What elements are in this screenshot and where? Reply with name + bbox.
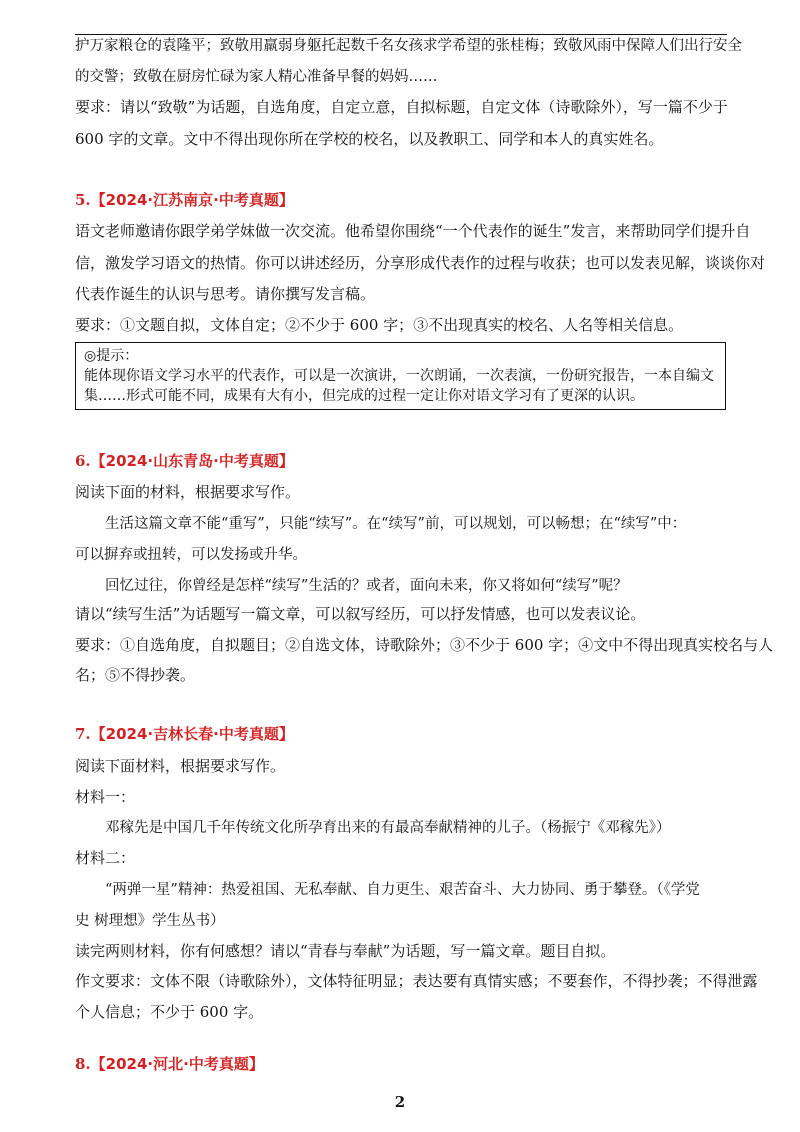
hint-title: ◎提示：: [84, 348, 139, 364]
question-number: 7.: [75, 725, 91, 743]
question-number: 5.: [75, 191, 91, 209]
requirement-text: 作文要求：文体不限（诗歌除外），文体特征明显；表达要有真情实感；不要套作，不得抄袭；不得泄露: [75, 972, 758, 990]
requirement-text: 要求：①文题自拟，文体自定；②不少于 600 字；③不出现真实的校名、人名等相关信息。: [75, 316, 684, 334]
requirement-text: 名；⑤不得抄袭。: [75, 666, 196, 684]
question-7-heading: [75, 724, 294, 744]
material-label: 材料二：: [75, 849, 136, 867]
question-6-heading: [75, 451, 294, 471]
body-text-line: 的交警；致敬在厨房忙碌为家人精心准备早餐的妈妈……: [75, 69, 438, 85]
requirement-text: 个人信息；不少于 600 字。: [75, 1003, 264, 1021]
question-8-heading: [75, 1054, 264, 1074]
requirement-text: 要求：请以“致敬”为话题，自选角度，自定立意，自拟标题，自定文体（诗歌除外），写一篇不少于: [75, 98, 728, 116]
question-source: 【2024·河北·中考真题】: [90, 1055, 264, 1073]
question-source: 【2024·吉林长春·中考真题】: [90, 725, 294, 743]
body-text-line: 代表作诞生的认识与思考。请你撰写发言稿。: [75, 285, 376, 303]
question-source: 【2024·江苏南京·中考真题】: [90, 191, 294, 209]
material-label: 材料一：: [75, 788, 136, 806]
question-number: 6.: [75, 452, 91, 470]
question-5-heading: [75, 190, 294, 210]
body-text-line: 护万家粮仓的袁隆平；致敬用羸弱身躯托起数千名女孩求学希望的张桂梅；致敬风雨中保障人们出行安全: [75, 38, 742, 54]
material-text: 可以摒弃或扭转，可以发扬或升华。: [75, 547, 307, 563]
body-text-line: 语文老师邀请你跟学弟学妹做一次交流。他希望你围绕“一个代表作的诞生”发言，来帮助同学们提升自: [75, 222, 751, 240]
hint-text: 集……形式可能不同，成果有大有小，但完成的过程一定让你对语文学习有了更深的认识。: [84, 388, 644, 404]
body-text-line: 阅读下面的材料，根据要求写作。: [75, 483, 301, 501]
header-rule: [75, 34, 727, 35]
body-text-line: 阅读下面材料，根据要求写作。: [75, 757, 286, 775]
requirement-text: 600 字的文章。文中不得出现你所在学校的校名，以及教职工、同学和本人的真实姓名。: [75, 130, 664, 148]
hint-text: 能体现你语文学习水平的代表作，可以是一次演讲，一次朗诵，一次表演，一份研究报告，一本自编文: [84, 368, 714, 384]
material-text: 回忆过往，你曾经是怎样“续写”生活的？或者，面向未来，你又将如何“续写”呢？: [105, 578, 628, 594]
page-number: 2: [394, 1093, 406, 1111]
material-text: 史 树理想》学生丛书）: [75, 913, 225, 929]
material-text: 生活这篇文章不能“重写”，只能“续写”。在“续写”前，可以规划，可以畅想；在“续写”中：: [105, 516, 687, 532]
requirement-text: 要求：①自选角度，自拟题目；②自选文体，诗歌除外；③不少于 600 字；④文中不得出现真实校名与人: [75, 636, 774, 654]
material-text: 邓稼先是中国几千年传统文化所孕育出来的有最高奉献精神的儿子。（杨振宁《邓稼先》）: [105, 820, 671, 836]
question-number: 8.: [75, 1055, 91, 1073]
material-text: “两弹一星”精神：热爱祖国、无私奉献、自力更生、艰苦奋斗、大力协同、勇于攀登。（《学党: [105, 882, 700, 898]
body-text-line: 信，激发学习语文的热情。你可以讲述经历，分享形成代表作的过程与收获；也可以发表见解，谈谈你对: [75, 254, 766, 272]
body-text-line: 读完两则材料，你有何感想？请以“青春与奉献”为话题，写一篇文章。题目自拟。: [75, 942, 616, 960]
question-source: 【2024·山东青岛·中考真题】: [90, 452, 294, 470]
hint-box: [75, 342, 726, 410]
body-text-line: 请以“续写生活”为话题写一篇文章，可以叙写经历，可以抒发情感，也可以发表议论。: [75, 605, 646, 623]
